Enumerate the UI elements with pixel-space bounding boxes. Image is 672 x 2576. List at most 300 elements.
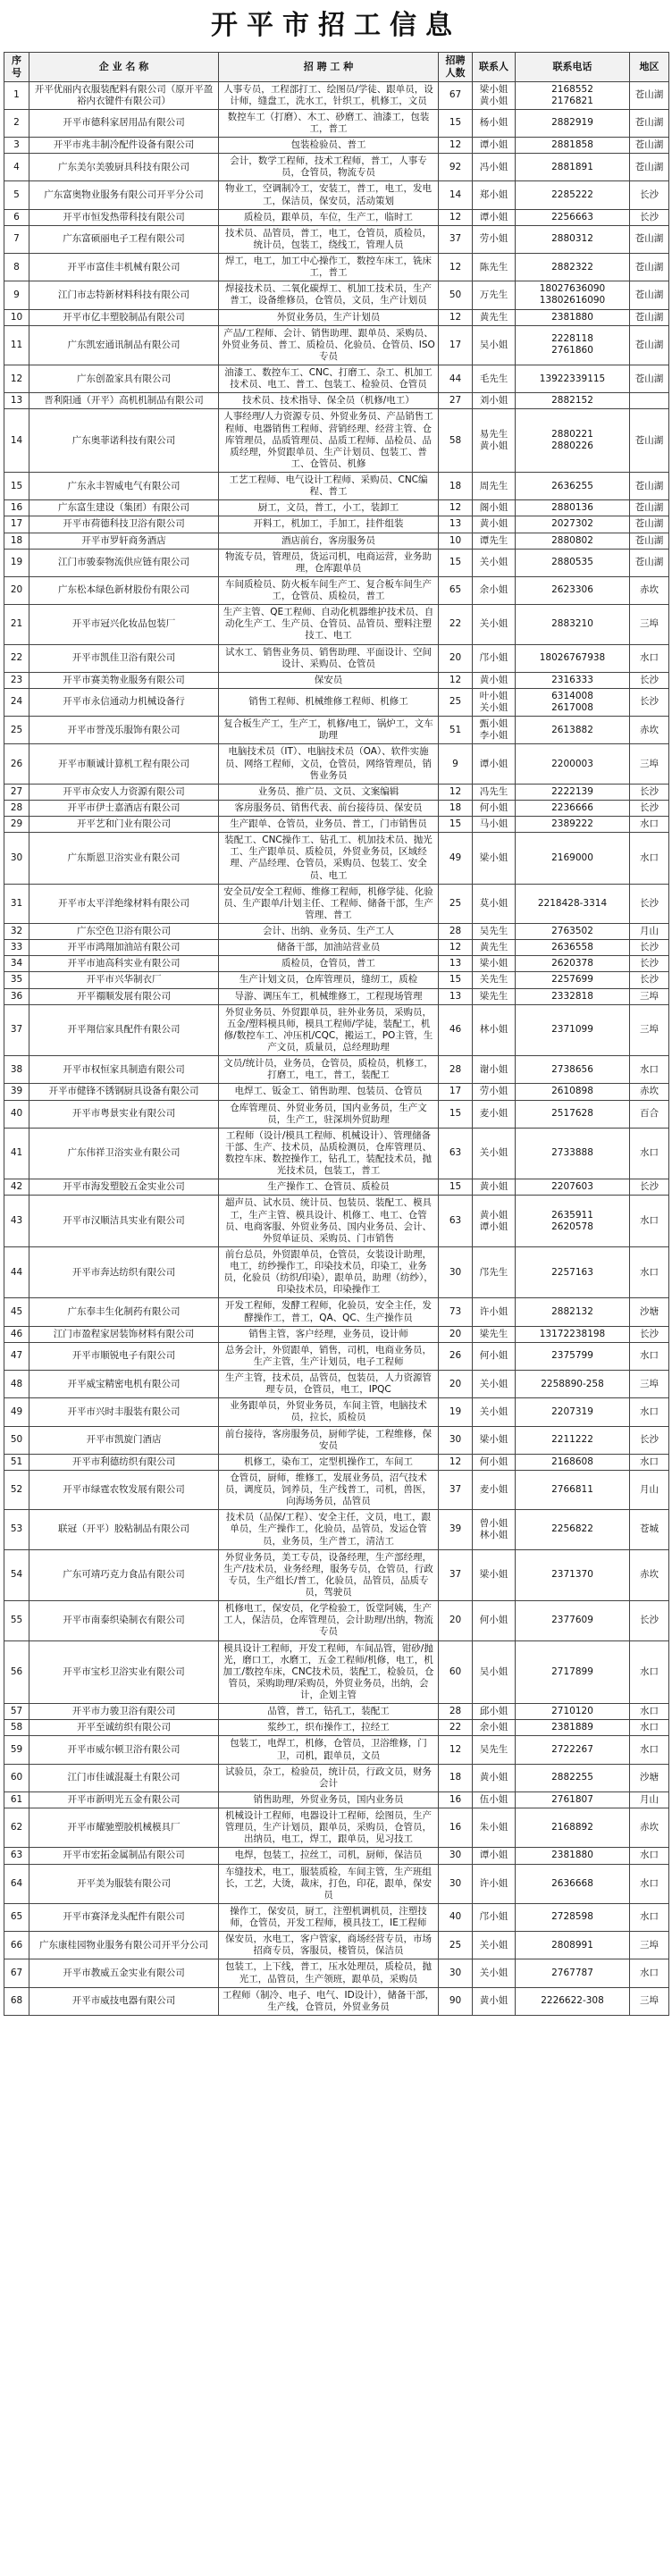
contact-phone [516,884,630,923]
contact-phone [516,1179,630,1196]
region: 三埠 [630,1932,669,1959]
region: 苍山湖 [630,138,669,154]
region: 水口 [630,1736,669,1764]
phone-number: 2880312 [551,233,593,245]
table-row [4,1196,669,1247]
job-types: 会计，数学工程师，技术工程师，普工，人事专员，仓管员，物流专员 [219,154,439,181]
job-types: 安全员/安全工程师、维修工程师，机修学徒、化验员、生产跟单/计划主任、工程师、储备干部，生产管理、普工 [219,884,439,923]
job-types: 包装工，电焊工，机修，仓管员，卫浴维修，门卫，司机，跟单员，文员 [219,1736,439,1764]
contact-phone [516,209,630,225]
contact-phone [516,1903,630,1931]
header-jobs: 招 聘 工 种 [219,53,439,82]
phone-number: 2881858 [551,139,593,150]
table-row [4,1470,669,1509]
phone-number: 2636668 [551,1877,593,1889]
hire-count: 20 [439,644,473,672]
contact-phone [516,1056,630,1084]
table-row [4,956,669,972]
row-number: 53 [4,1510,29,1549]
row-number: 59 [4,1736,29,1764]
hire-count: 12 [439,784,473,800]
company-name: 江门市志特新材料科技有限公司 [29,281,219,309]
table-row [4,924,669,940]
phone-number: 2610898 [551,1086,593,1097]
contact-person: 何小姐 [473,800,516,816]
job-types: 焊工，电工，加工中心操作工，数控车床工，铣床工，普工 [219,254,439,281]
phone-number: 13802616090 [539,295,606,306]
contact-phone [516,1100,630,1128]
table-row [4,549,669,576]
job-types: 机修电工，保安员，化学检验工，饭堂阿姨，生产工人，保洁员，仓库管理员，会计助理/出纳，物流专员 [219,1601,439,1640]
contact-person: 易先生 黄小姐 [473,409,516,473]
row-number: 27 [4,784,29,800]
table-row [4,1298,669,1326]
company-name: 开平市威尔顿卫浴有限公司 [29,1736,219,1764]
hire-count: 18 [439,1764,473,1791]
contact-phone [516,833,630,885]
phone-number: 2168608 [551,1456,593,1467]
hire-count: 37 [439,1470,473,1509]
contact-person: 刘小姐 [473,393,516,409]
company-name: 广东富硕丽电子工程有限公司 [29,225,219,253]
hire-count: 40 [439,1903,473,1931]
hire-count: 51 [439,717,473,744]
contact-phone [516,254,630,281]
job-types: 产品/工程师、会计、销售助理、跟单员、采购员、外贸业务员、普工、质检员、化验员、仓管员、ISO专员 [219,325,439,365]
company-name: 开平市富佳丰机械有限公司 [29,254,219,281]
company-name: 江门市盈程家居装饰材料有限公司 [29,1326,219,1342]
contact-phone [516,924,630,940]
row-number: 54 [4,1549,29,1601]
contact-phone [516,138,630,154]
job-types: 包装检验员、普工 [219,138,439,154]
row-number: 37 [4,1004,29,1056]
company-name: 开平市赛美物业服务有限公司 [29,672,219,688]
row-number: 64 [4,1864,29,1903]
contact-phone [516,972,630,988]
contact-phone [516,1808,630,1848]
contact-phone [516,605,630,644]
region: 水口 [630,1959,669,1987]
hire-count: 18 [439,473,473,500]
phone-number: 2613882 [551,724,593,735]
job-types: 客房服务员、销售代表、前台接待员、保安员 [219,800,439,816]
hire-count: 15 [439,549,473,576]
job-types: 物业工，空调制冷工，安装工，普工，电工，发电工，保洁员，保安员，活动策划 [219,181,439,209]
region: 苍山湖 [630,325,669,365]
table-row [4,1398,669,1426]
company-name: 开平翔信家具配件有限公司 [29,1004,219,1056]
region: 苍山湖 [630,409,669,473]
phone-number: 2207603 [551,1181,593,1193]
job-types: 开发工程师，发酵工程师，化验员，安全主任，发酵操作工，普工，QA、QC、生产操作员 [219,1298,439,1326]
contact-phone [516,956,630,972]
row-number: 45 [4,1298,29,1326]
contact-person: 梁小姐 [473,833,516,885]
job-types: 生产操作工、仓管员、质检员 [219,1179,439,1196]
hire-count: 17 [439,1084,473,1100]
hire-count: 63 [439,1196,473,1247]
region: 月山 [630,1791,669,1808]
table-row [4,1371,669,1398]
phone-number: 2258890-258 [541,1378,604,1389]
contact-phone [516,717,630,744]
row-number: 2 [4,109,29,137]
row-number: 18 [4,533,29,549]
row-number: 9 [4,281,29,309]
company-name: 开平市海发塑胶五金实业公司 [29,1179,219,1196]
region: 水口 [630,1848,669,1864]
phone-number: 2256663 [551,211,593,222]
row-number: 61 [4,1791,29,1808]
hire-count: 30 [439,1848,473,1864]
phone-number: 2717899 [551,1666,593,1677]
company-name: 广东康桂园物业服务有限公司开平分公司 [29,1932,219,1959]
phone-number: 2332818 [551,990,593,1002]
table-row [4,81,669,109]
region: 苍山湖 [630,500,669,516]
phone-number: 2880802 [551,534,593,546]
row-number: 57 [4,1704,29,1720]
table-row [4,884,669,923]
phone-number: 2710120 [551,1706,593,1717]
job-types: 生产跟单、仓管员，业务员、普工，门市销售员 [219,817,439,833]
company-name: 开平美为服装有限公司 [29,1864,219,1903]
contact-person: 梁先生 [473,988,516,1004]
table-row [4,1864,669,1903]
company-name: 开平市威技电器有限公司 [29,1987,219,2015]
job-types: 超声员、试水员、统计员、包装员、装配工、模具工，生产主管、模具设计、机修工、电工、仓管员、电商客服、外贸业务员、国内业务员、会计、外贸单证员、采购员、门市销售 [219,1196,439,1247]
phone-number: 2168552 [551,83,593,95]
region: 赤坎 [630,1549,669,1601]
company-name: 开平市耀驰塑胶机械模具厂 [29,1808,219,1848]
job-types: 销售工程师、机械维修工程师、机修工 [219,688,439,716]
row-number: 28 [4,800,29,816]
company-name: 开平市赛泽龙头配件有限公司 [29,1903,219,1931]
phone-number: 18027636090 [539,283,606,295]
phone-number: 2763502 [551,926,593,936]
table-row [4,181,669,209]
contact-phone [516,1959,630,1987]
table-row [4,1903,669,1931]
job-types: 厨工，文员，普工，小工，装卸工 [219,500,439,516]
phone-number: 2236666 [551,801,593,813]
contact-person: 谭先生 [473,533,516,549]
table-row [4,784,669,800]
contact-phone [516,988,630,1004]
phone-number: 2722267 [551,1743,593,1755]
job-types: 包装工，上下线，普工，压水处理员，质检员，抛光工，品管员，生产领班，跟单员，采购员 [219,1959,439,1987]
phone-number: 18026767938 [539,652,606,664]
job-types: 工程师（设计/模具工程师、机械设计）、管理储备干部、生产、技术员，品质检测员，仓库管理员、数控车床、数控操作工，钻孔工，装配技术员，抛光技术员，包装工，普工 [219,1128,439,1179]
job-types: 前台接待，客房服务员，厨师学徒，工程维修，保安员 [219,1426,439,1454]
company-name: 开平市众安人力资源有限公司 [29,784,219,800]
table-row [4,516,669,533]
phone-number: 2176821 [551,95,593,106]
row-number: 17 [4,516,29,533]
contact-person: 谢小姐 [473,1056,516,1084]
table-row [4,688,669,716]
contact-phone [516,516,630,533]
table-row [4,1987,669,2015]
hire-count: 15 [439,109,473,137]
contact-person: 邝小姐 [473,1903,516,1931]
hire-count: 12 [439,254,473,281]
hire-count: 12 [439,209,473,225]
phone-number: 13172238198 [539,1328,606,1339]
contact-person: 黄先生 [473,940,516,956]
row-number: 42 [4,1179,29,1196]
phone-number: 2728598 [551,1911,593,1923]
table-row [4,138,669,154]
region: 苍山湖 [630,549,669,576]
company-name: 广东奉丰生化制药有限公司 [29,1298,219,1326]
contact-phone [516,309,630,325]
hire-count: 15 [439,1100,473,1128]
job-types: 仓库管理员、外贸业务员，国内业务员，生产文员，生产工，驻深圳外贸助理 [219,1100,439,1128]
hire-count: 63 [439,1128,473,1179]
contact-phone [516,744,630,784]
region: 长沙 [630,956,669,972]
table-row [4,1426,669,1454]
hire-count: 28 [439,1056,473,1084]
job-types: 油漆工、数控车工、CNC、打磨工、杂工、机加工技术员、电工、普工、包装工、检验员、仓管员 [219,365,439,393]
contact-person: 关小姐 [473,605,516,644]
job-types: 焊接技术员、二氧化碳焊工、机加工技术员，生产普工，设备维修员，仓管员，文员，生产计划员 [219,281,439,309]
table-row [4,672,669,688]
company-name: 开平市粤景实业有限公司 [29,1100,219,1128]
contact-phone [516,393,630,409]
job-types: 操作工，保安员，厨工，注塑机调机员，注塑技师，仓管员，开发工程师，模具技工，IE工程师 [219,1903,439,1931]
region: 苍山湖 [630,154,669,181]
hire-count: 13 [439,988,473,1004]
table-row [4,940,669,956]
table-row [4,473,669,500]
job-types: 车缝技术，电工，服装质检，车间主管，生产班组长，工艺，大烫，裁床，打色，印花，跟单，保安员 [219,1864,439,1903]
row-number: 8 [4,254,29,281]
table-row [4,1056,669,1084]
contact-person: 梁小姐 [473,1426,516,1454]
region [630,393,669,409]
contact-person: 梁小姐 黄小姐 [473,81,516,109]
table-row [4,605,669,644]
row-number: 29 [4,817,29,833]
phone-number: 2228118 [551,333,593,345]
contact-phone [516,800,630,816]
contact-person: 叶小姐 关小姐 [473,688,516,716]
phone-number: 2168892 [551,1822,593,1833]
contact-phone [516,1128,630,1179]
region: 水口 [630,1246,669,1298]
region: 水口 [630,644,669,672]
hire-count: 50 [439,281,473,309]
contact-person: 邝先生 [473,1246,516,1298]
row-number: 10 [4,309,29,325]
region: 沙塘 [630,1764,669,1791]
company-name: 广东富奥物业服务有限公司开平分公司 [29,181,219,209]
company-name: 开平威宝精密电机有限公司 [29,1371,219,1398]
region: 长沙 [630,1326,669,1342]
company-name: 广东松本绿色新材股份有限公司 [29,576,219,604]
contact-phone [516,409,630,473]
row-number: 26 [4,744,29,784]
region: 长沙 [630,800,669,816]
contact-person: 何小姐 [473,1454,516,1470]
hire-count: 12 [439,309,473,325]
job-types: 酒店前台，客房服务员 [219,533,439,549]
hire-count: 67 [439,81,473,109]
region: 三埠 [630,1987,669,2015]
company-name: 开平市兆丰制冷配件设备有限公司 [29,138,219,154]
phone-number: 2635911 [551,1209,593,1221]
contact-phone [516,1326,630,1342]
hire-count: 22 [439,605,473,644]
table-row [4,1326,669,1342]
row-number: 13 [4,393,29,409]
contact-person: 曾小姐 林小姐 [473,1510,516,1549]
row-number: 34 [4,956,29,972]
hire-count: 25 [439,1932,473,1959]
contact-phone [516,1601,630,1640]
contact-phone [516,784,630,800]
contact-person: 黄小姐 [473,1987,516,2015]
header-count: 招聘人数 [439,53,473,82]
hire-count: 15 [439,972,473,988]
company-name: 开平市南泰织染制衣有限公司 [29,1601,219,1640]
job-types: 外贸业务员，美工专员，设备经理，生产部经理，生产/技术员，业务经理，服务专员，仓管员，行政专员，生产组长/普工，化验员，品管员，品质专员，驾驶员 [219,1549,439,1601]
contact-phone [516,1004,630,1056]
contact-phone [516,576,630,604]
contact-phone [516,1704,630,1720]
hire-count: 28 [439,1704,473,1720]
contact-phone [516,549,630,576]
job-types: 品管，普工，钻孔工，装配工 [219,1704,439,1720]
company-name: 广东永丰智威电气有限公司 [29,473,219,500]
contact-phone [516,181,630,209]
hire-count: 13 [439,956,473,972]
region: 水口 [630,1056,669,1084]
phone-number: 2880535 [551,557,593,568]
contact-person: 谭小姐 [473,209,516,225]
row-number: 5 [4,181,29,209]
job-types: 保安员 [219,672,439,688]
job-types: 生产计划文员，仓库管理员，缝纫工，质检 [219,972,439,988]
company-name: 晋利阳通（开平）高机机制品有限公司 [29,393,219,409]
contact-phone [516,365,630,393]
row-number: 52 [4,1470,29,1509]
table-row [4,1454,669,1470]
contact-person: 吴先生 [473,924,516,940]
job-types: 文员/统计员，业务员，仓管员，质检员，机修工，打磨工，电工，普工，装配工 [219,1056,439,1084]
contact-phone [516,1848,630,1864]
job-types: 开料工，机加工，手加工，挂件组装 [219,516,439,533]
job-types: 储备干部，加油站营业员 [219,940,439,956]
row-number: 4 [4,154,29,181]
company-name: 开平市兴华制衣厂 [29,972,219,988]
header-area: 地区 [630,53,669,82]
phone-number: 2517628 [551,1108,593,1120]
contact-person: 关小姐 [473,1398,516,1426]
contact-phone [516,1196,630,1247]
phone-number: 2617008 [551,702,593,713]
contact-person: 万先生 [473,281,516,309]
hire-count: 25 [439,884,473,923]
contact-person: 关先生 [473,972,516,988]
contact-phone [516,473,630,500]
table-row [4,225,669,253]
company-name: 广东可靖巧克力食品有限公司 [29,1549,219,1601]
contact-phone [516,1298,630,1326]
hire-count: 60 [439,1640,473,1704]
row-number: 51 [4,1454,29,1470]
contact-person: 麦小姐 [473,1470,516,1509]
row-number: 46 [4,1326,29,1342]
phone-number: 2226622-308 [541,1995,604,2007]
row-number: 56 [4,1640,29,1704]
contact-person: 陈先生 [473,254,516,281]
contact-person: 黄小姐 [473,1179,516,1196]
job-types: 浆纱工，织布操作工，拉经工 [219,1720,439,1736]
region: 水口 [630,1720,669,1736]
hire-count: 37 [439,225,473,253]
company-name: 广东美尔美骏厨具科技有限公司 [29,154,219,181]
row-number: 15 [4,473,29,500]
contact-person: 关小姐 [473,549,516,576]
row-number: 36 [4,988,29,1004]
contact-person: 黄先生 [473,309,516,325]
phone-number: 2880221 [551,429,593,441]
hire-count: 49 [439,833,473,885]
company-name: 开平市兴时丰服装有限公司 [29,1398,219,1426]
company-name: 开平市太平洋绝缘材料有限公司 [29,884,219,923]
job-types: 工程师（制冷、电子、电气、ID设计），储备干部，生产线，仓管员，外贸业务员 [219,1987,439,2015]
company-name: 开平市荷德科技卫浴有限公司 [29,516,219,533]
company-name: 开平优丽内衣服装配料有限公司（原开平盈裕内衣键件有限公司） [29,81,219,109]
contact-phone [516,1864,630,1903]
contact-person: 黄小姐 [473,672,516,688]
phone-number: 2761807 [551,1793,593,1805]
row-number: 39 [4,1084,29,1100]
phone-number: 2881891 [551,161,593,172]
row-number: 19 [4,549,29,576]
hire-count: 17 [439,325,473,365]
phone-number: 2375799 [551,1350,593,1362]
company-name: 开平市德科家居用品有限公司 [29,109,219,137]
contact-person: 邱小姐 [473,1704,516,1720]
hire-count: 22 [439,1720,473,1736]
contact-phone [516,1510,630,1549]
region: 苍山湖 [630,281,669,309]
row-number: 68 [4,1987,29,2015]
company-name: 开平市绿霆农牧发展有限公司 [29,1470,219,1509]
region: 长沙 [630,884,669,923]
contact-person: 关小姐 [473,1959,516,1987]
table-body [4,81,669,2015]
contact-person: 邝小姐 [473,644,516,672]
contact-phone [516,533,630,549]
region: 苍山湖 [630,516,669,533]
region: 苍山湖 [630,473,669,500]
phone-number: 2211222 [551,1434,593,1446]
table-row [4,1549,669,1601]
row-number: 3 [4,138,29,154]
table-row [4,1704,669,1720]
region: 长沙 [630,784,669,800]
region: 苍山湖 [630,109,669,137]
row-number: 31 [4,884,29,923]
company-name: 开平市教威五金实业有限公司 [29,1959,219,1987]
phone-number: 2257163 [551,1266,593,1278]
